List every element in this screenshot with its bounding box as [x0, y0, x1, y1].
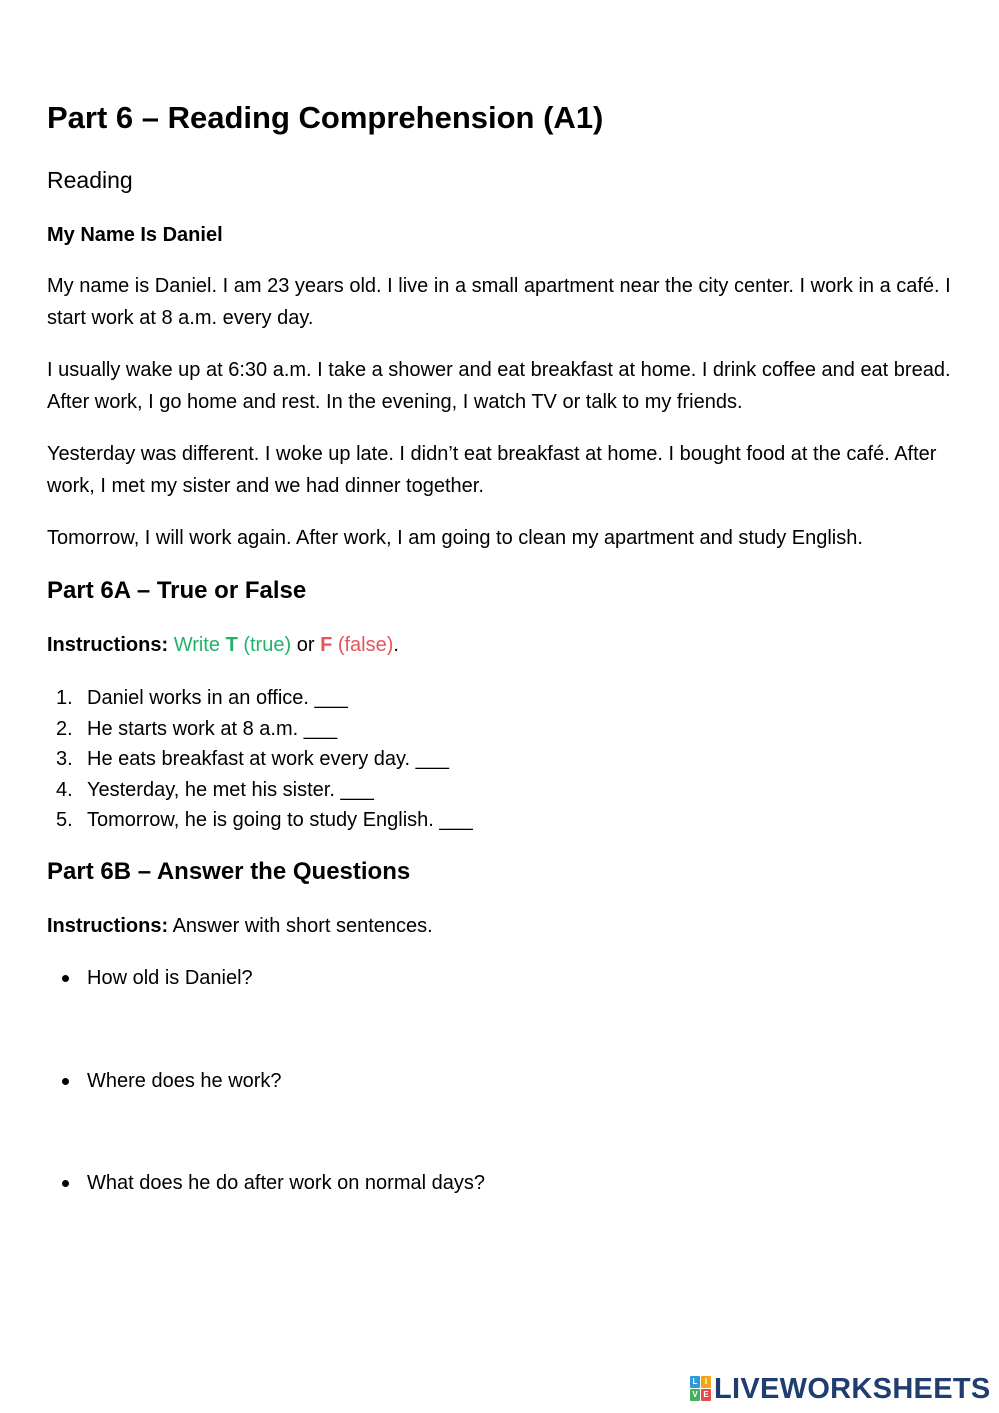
question-item [47, 1169, 485, 1197]
list-item [47, 683, 473, 714]
logo-block-v: V [690, 1389, 700, 1401]
bullet-icon [62, 1078, 69, 1085]
instr-write: Write [173, 634, 220, 656]
item-number: 4. [56, 778, 73, 801]
instr-false: (false) [337, 634, 394, 656]
bullet-icon [62, 975, 69, 982]
part-a-heading: Part 6A – True or False [47, 577, 307, 604]
list-item [47, 775, 473, 806]
instr-f: F [320, 634, 333, 656]
list-item [47, 744, 473, 775]
question-item [47, 964, 253, 992]
instructions-label: Instructions: [47, 915, 169, 937]
question-item [47, 1067, 282, 1095]
story-title: My Name Is Daniel [47, 224, 223, 246]
instr-or: or [296, 634, 315, 656]
logo-block-l: L [690, 1376, 700, 1388]
item-text: Daniel works in an office. ___ [87, 687, 348, 709]
logo-block-e: E [701, 1389, 711, 1401]
item-text: He starts work at 8 a.m. ___ [87, 717, 338, 740]
story-paragraph-2: I usually wake up at 6:30 a.m. I take a shower and eat breakfast at home. I drink coffee and eat bread. After work, I go home and rest. In the evening, I watch TV or talk to my friends. [47, 359, 951, 413]
part-b-instructions [47, 912, 433, 940]
instructions-label: Instructions: [47, 634, 169, 656]
list-item [47, 714, 473, 745]
item-text: Tomorrow, he is going to study English. ___ [87, 809, 473, 831]
list-item [47, 805, 473, 836]
instr-true: (true) [243, 634, 292, 656]
item-text: Yesterday, he met his sister. ___ [87, 778, 374, 801]
question-text: How old is Daniel? [87, 967, 253, 989]
story-paragraph-4: Tomorrow, I will work again. After work, I am going to clean my apartment and study English. [47, 527, 863, 549]
item-number: 2. [56, 717, 73, 740]
item-text: He eats breakfast at work every day. ___ [87, 748, 450, 770]
page-subtitle: Reading [47, 167, 133, 193]
true-false-list [47, 683, 473, 836]
logo-block-i: I [701, 1376, 711, 1388]
part-b-heading: Part 6B – Answer the Questions [47, 858, 411, 885]
question-text: What does he do after work on normal days? [87, 1172, 485, 1194]
item-number: 3. [56, 748, 73, 770]
page-title: Part 6 – Reading Comprehension (A1) [47, 100, 604, 135]
story-paragraph-3: Yesterday was different. I woke up late. I didn’t eat breakfast at home. I bought food at the café. After work, I met my sister and we had dinner together. [47, 443, 937, 497]
bullet-icon [62, 1180, 69, 1187]
part-a-instructions [47, 631, 399, 659]
liveworksheets-logo[interactable] [690, 1372, 991, 1406]
instr-end: . [393, 634, 399, 656]
logo-blocks-icon [690, 1376, 712, 1402]
item-number: 5. [56, 809, 73, 831]
question-text: Where does he work? [87, 1070, 282, 1092]
instr-t: T [225, 634, 238, 656]
story-paragraph-1: My name is Daniel. I am 23 years old. I live in a small apartment near the city center. I work in a café. I start work at 8 a.m. every day. [47, 275, 951, 329]
item-number: 1. [56, 687, 73, 709]
instructions-text: Answer with short sentences. [172, 915, 433, 937]
logo-text: LIVEWORKSHEETS [714, 1373, 991, 1405]
